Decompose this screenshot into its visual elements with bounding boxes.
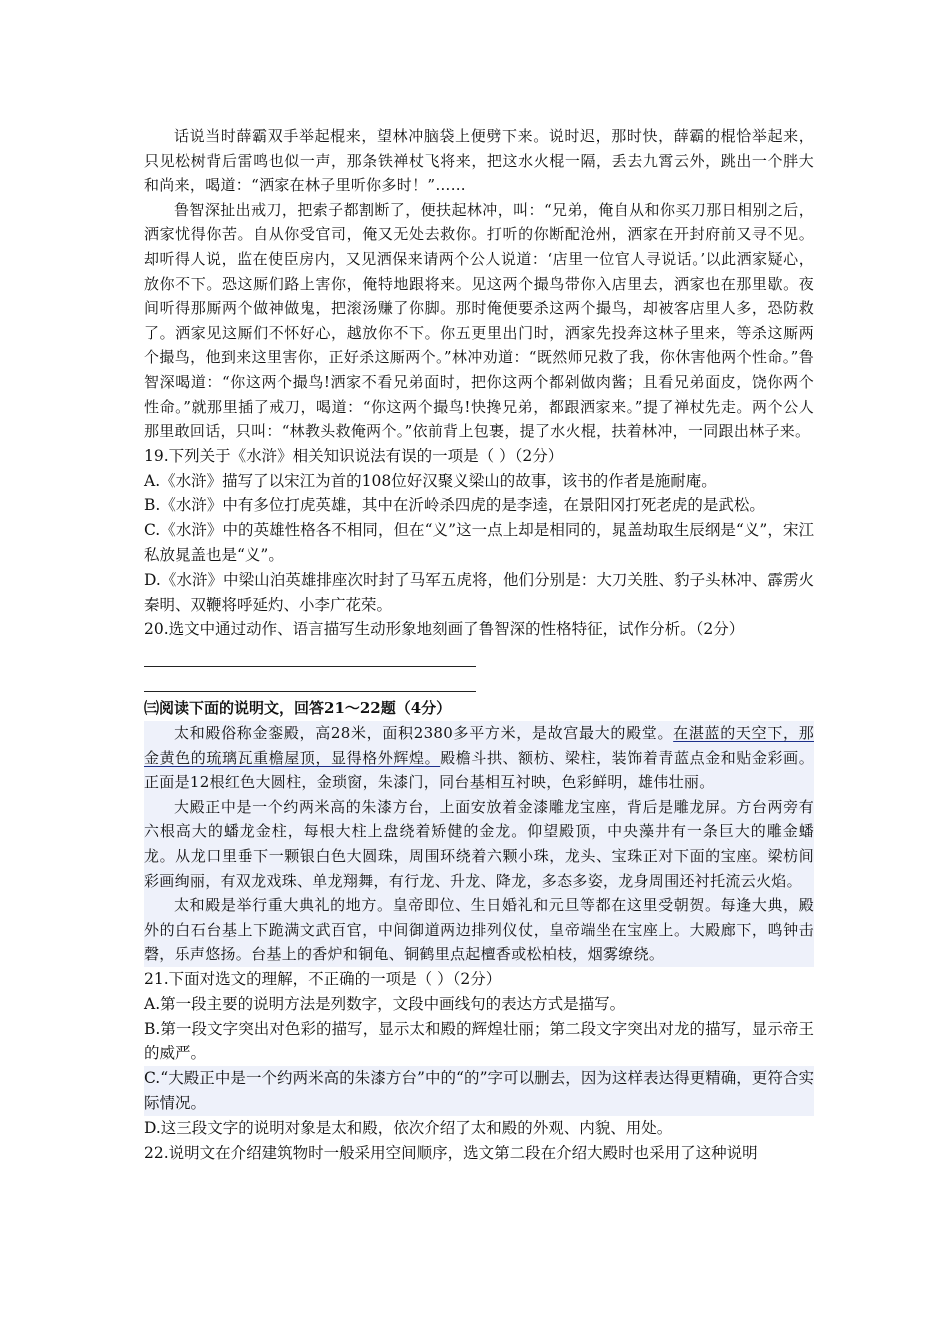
question-20-stem: 20.选文中通过动作、语言描写生动形象地刻画了鲁智深的性格特征，试作分析。（2分） [144,620,745,639]
paragraph-1-text-b: 殿檐斗拱、额枋、梁柱，装饰着青蓝点金和贴金彩画。正面是12根红色大圆柱，金琐窗，朱漆门，同台基相互衬映，色彩鲜明，雄伟壮丽。 [144,748,815,792]
question-19-option-a: A.《水浒》描写了以宋江为首的108位好汉聚义梁山的故事，该书的作者是施耐庵。 [144,471,717,490]
expository-passage [144,721,814,967]
question-21-option-a: A.第一段主要的说明方法是列数字，文段中画线句的表达方式是描写。 [144,994,626,1013]
expository-paragraph-3: 太和殿是举行重大典礼的地方。皇帝即位、生日婚礼和元旦等都在这里受朝贺。每逢大典，殿外的白石台基上下跪满文武百官，中间御道两边排列仪仗，皇帝端坐在宝座上。大殿廊下，鸣钟击磬，乐声悠扬。台基上的香炉和铜龟、铜鹤里点起檀香或松柏枝，烟雾缭绕。 [144,896,814,964]
passage1-paragraph-1: 话说当时薛霸双手举起棍来，望林冲脑袋上便劈下来。说时迟，那时快，薛霸的棍恰举起来，只见松树背后雷鸣也似一声，那条铁禅杖飞将来，把这水火棍一隔，丢去九霄云外，跳出一个胖大和尚来，喝道：“洒家在林子里听你多时！”…… [144,127,814,195]
expository-paragraph-2: 大殿正中是一个约两米高的朱漆方台，上面安放着金漆雕龙宝座，背后是雕龙屏。方台两旁有六根高大的蟠龙金柱，每根大柱上盘绕着矫健的金龙。仰望殿顶，中央藻井有一条巨大的雕金蟠龙。从龙口里垂下一颗银白色大圆珠，周围环绕着六颗小珠，龙头、宝珠正对下面的宝座。梁枋间彩画绚丽，有双龙戏珠、单龙翔舞，有行龙、升龙、降龙，多态多姿，龙身周围还衬托流云火焰。 [144,797,814,890]
question-19-option-d: D.《水浒》中梁山泊英雄排座次时封了马军五虎将，他们分别是：大刀关胜、豹子头林冲、霹雳火秦明、双鞭将呼延灼、小李广花荣。 [144,570,814,614]
question-19-option-b: B.《水浒》中有多位打虎英雄，其中在沂岭杀四虎的是李逵，在景阳冈打死老虎的是武松。 [144,496,765,515]
question-21-option-c: C.“大殿正中是一个约两米高的朱漆方台”中的“的”字可以删去，因为这样表达得更精确，更符合实际情况。 [144,1066,814,1116]
question-22-stem: 22.说明文在介绍建筑物时一般采用空间顺序，选文第二段在介绍大殿时也采用了这种说明 [144,1143,758,1162]
underlined-sentence: 在湛蓝的天空下，那金黄色的琉璃瓦重檐屋顶，显得格外辉煌。 [144,724,814,767]
question-21-option-b: B.第一段文字突出对色彩的描写，显示太和殿的辉煌壮丽；第二段文字突出对龙的描写，显示帝王的威严。 [144,1019,814,1063]
content-area [144,124,814,1165]
section-3-heading: ㈢阅读下面的说明文，回答21～22题（4分） [144,699,452,718]
question-19-option-c: C.《水浒》中的英雄性格各不相同，但在“义”这一点上却是相同的，晁盖劫取生辰纲是“义”，宋江私放晁盖也是“义”。 [144,521,814,564]
question-21-option-d: D.这三段文字的说明对象是太和殿，依次介绍了太和殿的外观、内貌、用处。 [144,1118,673,1137]
answer-line-1[interactable] [144,642,476,667]
answer-line-2[interactable] [144,667,476,692]
expository-paragraph-1 [144,721,814,795]
question-21-stem: 21.下面对选文的理解，不正确的一项是（ ）（2分） [144,970,502,989]
passage1-paragraph-2: 鲁智深扯出戒刀，把索子都割断了，便扶起林冲，叫：“兄弟，俺自从和你买刀那日相别之后，洒家忧得你苦。自从你受官司，俺又无处去救你。打听的你断配沧州，洒家在开封府前又寻不见。却听得人说，监在使臣房内，又见洒保来请两个公人说道：‘店里一位官人寻说话。’以此洒家疑心，放你不下。恐这厮们路上害你，俺特地跟将来。见这两个撮鸟带你入店里去，洒家也在那里歇。夜间听得那厮两个做神做鬼，把滚汤赚了你脚。那时俺便要杀这两个撮鸟，却被客店里人多，恐防救了。洒家见这厮们不怀好心，越放你不下。你五更里出门时，洒家先投奔这林子里来，等杀这厮两个撮鸟，他到来这里害你，正好杀这厮两个。”林冲劝道：“既然师兄救了我，你休害他两个性命。”鲁智深喝道：“你这两个撮鸟!洒家不看兄弟面时，把你这两个都剁做肉酱；且看兄弟面皮，饶你两个性命。”就那里插了戒刀，喝道：“你这两个撮鸟!快搀兄弟，都跟洒家来。”提了禅杖先走。两个公人那里敢回话，只叫：“林教头救俺两个。”依前背上包裹，提了水火棍，扶着林冲，一同跟出林子来。 [144,200,814,441]
question-19-stem: 19.下列关于《水浒》相关知识说法有误的一项是（ ）（2分） [144,446,564,465]
paragraph-1-text-a: 太和殿俗称金銮殿，高28米，面积2380多平方米，是故宫最大的殿堂。 [174,724,674,743]
